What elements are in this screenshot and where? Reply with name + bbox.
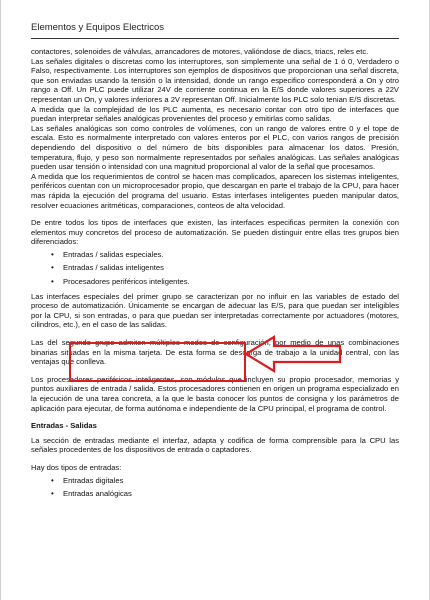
list-item: • Entradas / salidas especiales. xyxy=(55,250,399,260)
paragraph: De entre todos los tipos de interfaces que existen, las interfaces especificas permiten la conexión con elementos muy concretos del proceso de automatización. Se pueden distinguir entre ellas tres grupos bien diferenciados: xyxy=(31,218,399,247)
highlight-box xyxy=(69,342,246,382)
paragraph: Los procesadores periféricos inteligentes, son módulos que incluyen su propio procesador, memorias y puntos auxiliares de entrada / salida. Estos procesadores contienen en origen un programa especializado en la ejecución de una tarea concreta, a la que le basta conocer los puntos de consigna y los parámetros de aplicación para ejecutar, de forma autónoma e independiente de la CPU principal, el programa de control. xyxy=(31,374,399,413)
input-types-list xyxy=(31,476,399,499)
paragraph: Las interfaces especiales del primer grupo se caracterizan por no influir en las variables de estado del proceso de automatización. Únicamente se encargan de adecuar las E/S, para que puedan ser inteligibles por la CPU, si son entradas, o para que puedan ser interpretadas correctamente por actuadores (motores, cilindros, etc.), en el caso de las salidas. xyxy=(31,291,399,330)
paragraph: Las señales digitales o discretas como los interruptores, son simplemente una señal de 1 ó 0, Verdadero o Falso, respectivamente. Los interruptores son ejemplos de dispositivos que proporcionan una señal discreta, que son enviadas usando la tensión o la intensidad, donde un rango especifico corresponderá a On y otro rango a Off. Un PLC puede utilizar 24V de corriente continua en la E/S donde valores superiores a 22V representan un On, y valores inferiores a 2V representan Off. Inicialmente los PLC solo tenian E/S discretas. xyxy=(31,56,399,104)
paragraph: Hay dos tipos de entradas: xyxy=(31,462,122,472)
paragraph: Las del segundo grupo admiten múltiples modos de configuración, por medio de unas combinaciones binarias situadas en la misma tarjeta. De esta forma se descarga de trabajo a la unidad central, con las ventajas que conlleva. xyxy=(31,338,399,367)
list-item: • Procesadores periféricos inteligentes. xyxy=(55,277,399,287)
paragraph: La sección de entradas mediante el interfaz, adapta y codifica de forma comprensible para la CPU las señales procedentes de los dispositivos de entrada o captadores. xyxy=(31,435,399,455)
header-divider xyxy=(31,38,399,39)
document-body xyxy=(31,47,399,503)
paragraph: Las señales analógicas son como controles de volúmenes, con un rango de valores entre 0 y el tope de escala. Esto es normalmente interpretado con valores enteros por el PLC, con varios rangos de precisión dependiendo del dispositivo o del número de bits disponibles para almacenar los datos. Presión, temperatura, flujo, y peso son normalmente representados por señales analógicas. Las señales analógicas pueden usar tensión o intensidad con una magnitud proporcional al valor de la señal que procesamos. xyxy=(31,123,399,172)
list-item: • Entradas analógicas xyxy=(55,489,399,499)
section-title: Entradas - Salidas xyxy=(31,421,97,431)
paragraph: A medida que los requerimientos de control se hacen mas complicados, aparecen los sistemas inteligentes, periféricos cuentan con un microprocesador propio, que descargan en parte el trabajo de la CPU, para hacer mas rápida la ejecución del programa del usuario. Estas interfases inteligentes pueden manipular datos, resolver ecuaciones aritméticas, comparaciones, conteos de alta velocidad. xyxy=(31,171,399,210)
page-header: Elementos y Equipos Electricos xyxy=(31,22,165,33)
list-item: • Entradas digitales xyxy=(55,476,399,486)
list-item: • Entradas / salidas inteligentes xyxy=(55,263,399,273)
interface-groups-list xyxy=(31,250,399,287)
paragraph: contactores, solenoides de válvulas, arrancadores de motores, valióndose de diacs, triacs, reles etc. xyxy=(31,47,369,56)
left-arrow-icon xyxy=(244,334,344,374)
paragraph: A medida que la complejidad de los PLC aumenta, es necesario contar con otro tipo de interfaces que puedan interpretar señales analógicas provenientes del proceso y emitirlas como salidas. xyxy=(31,104,399,124)
